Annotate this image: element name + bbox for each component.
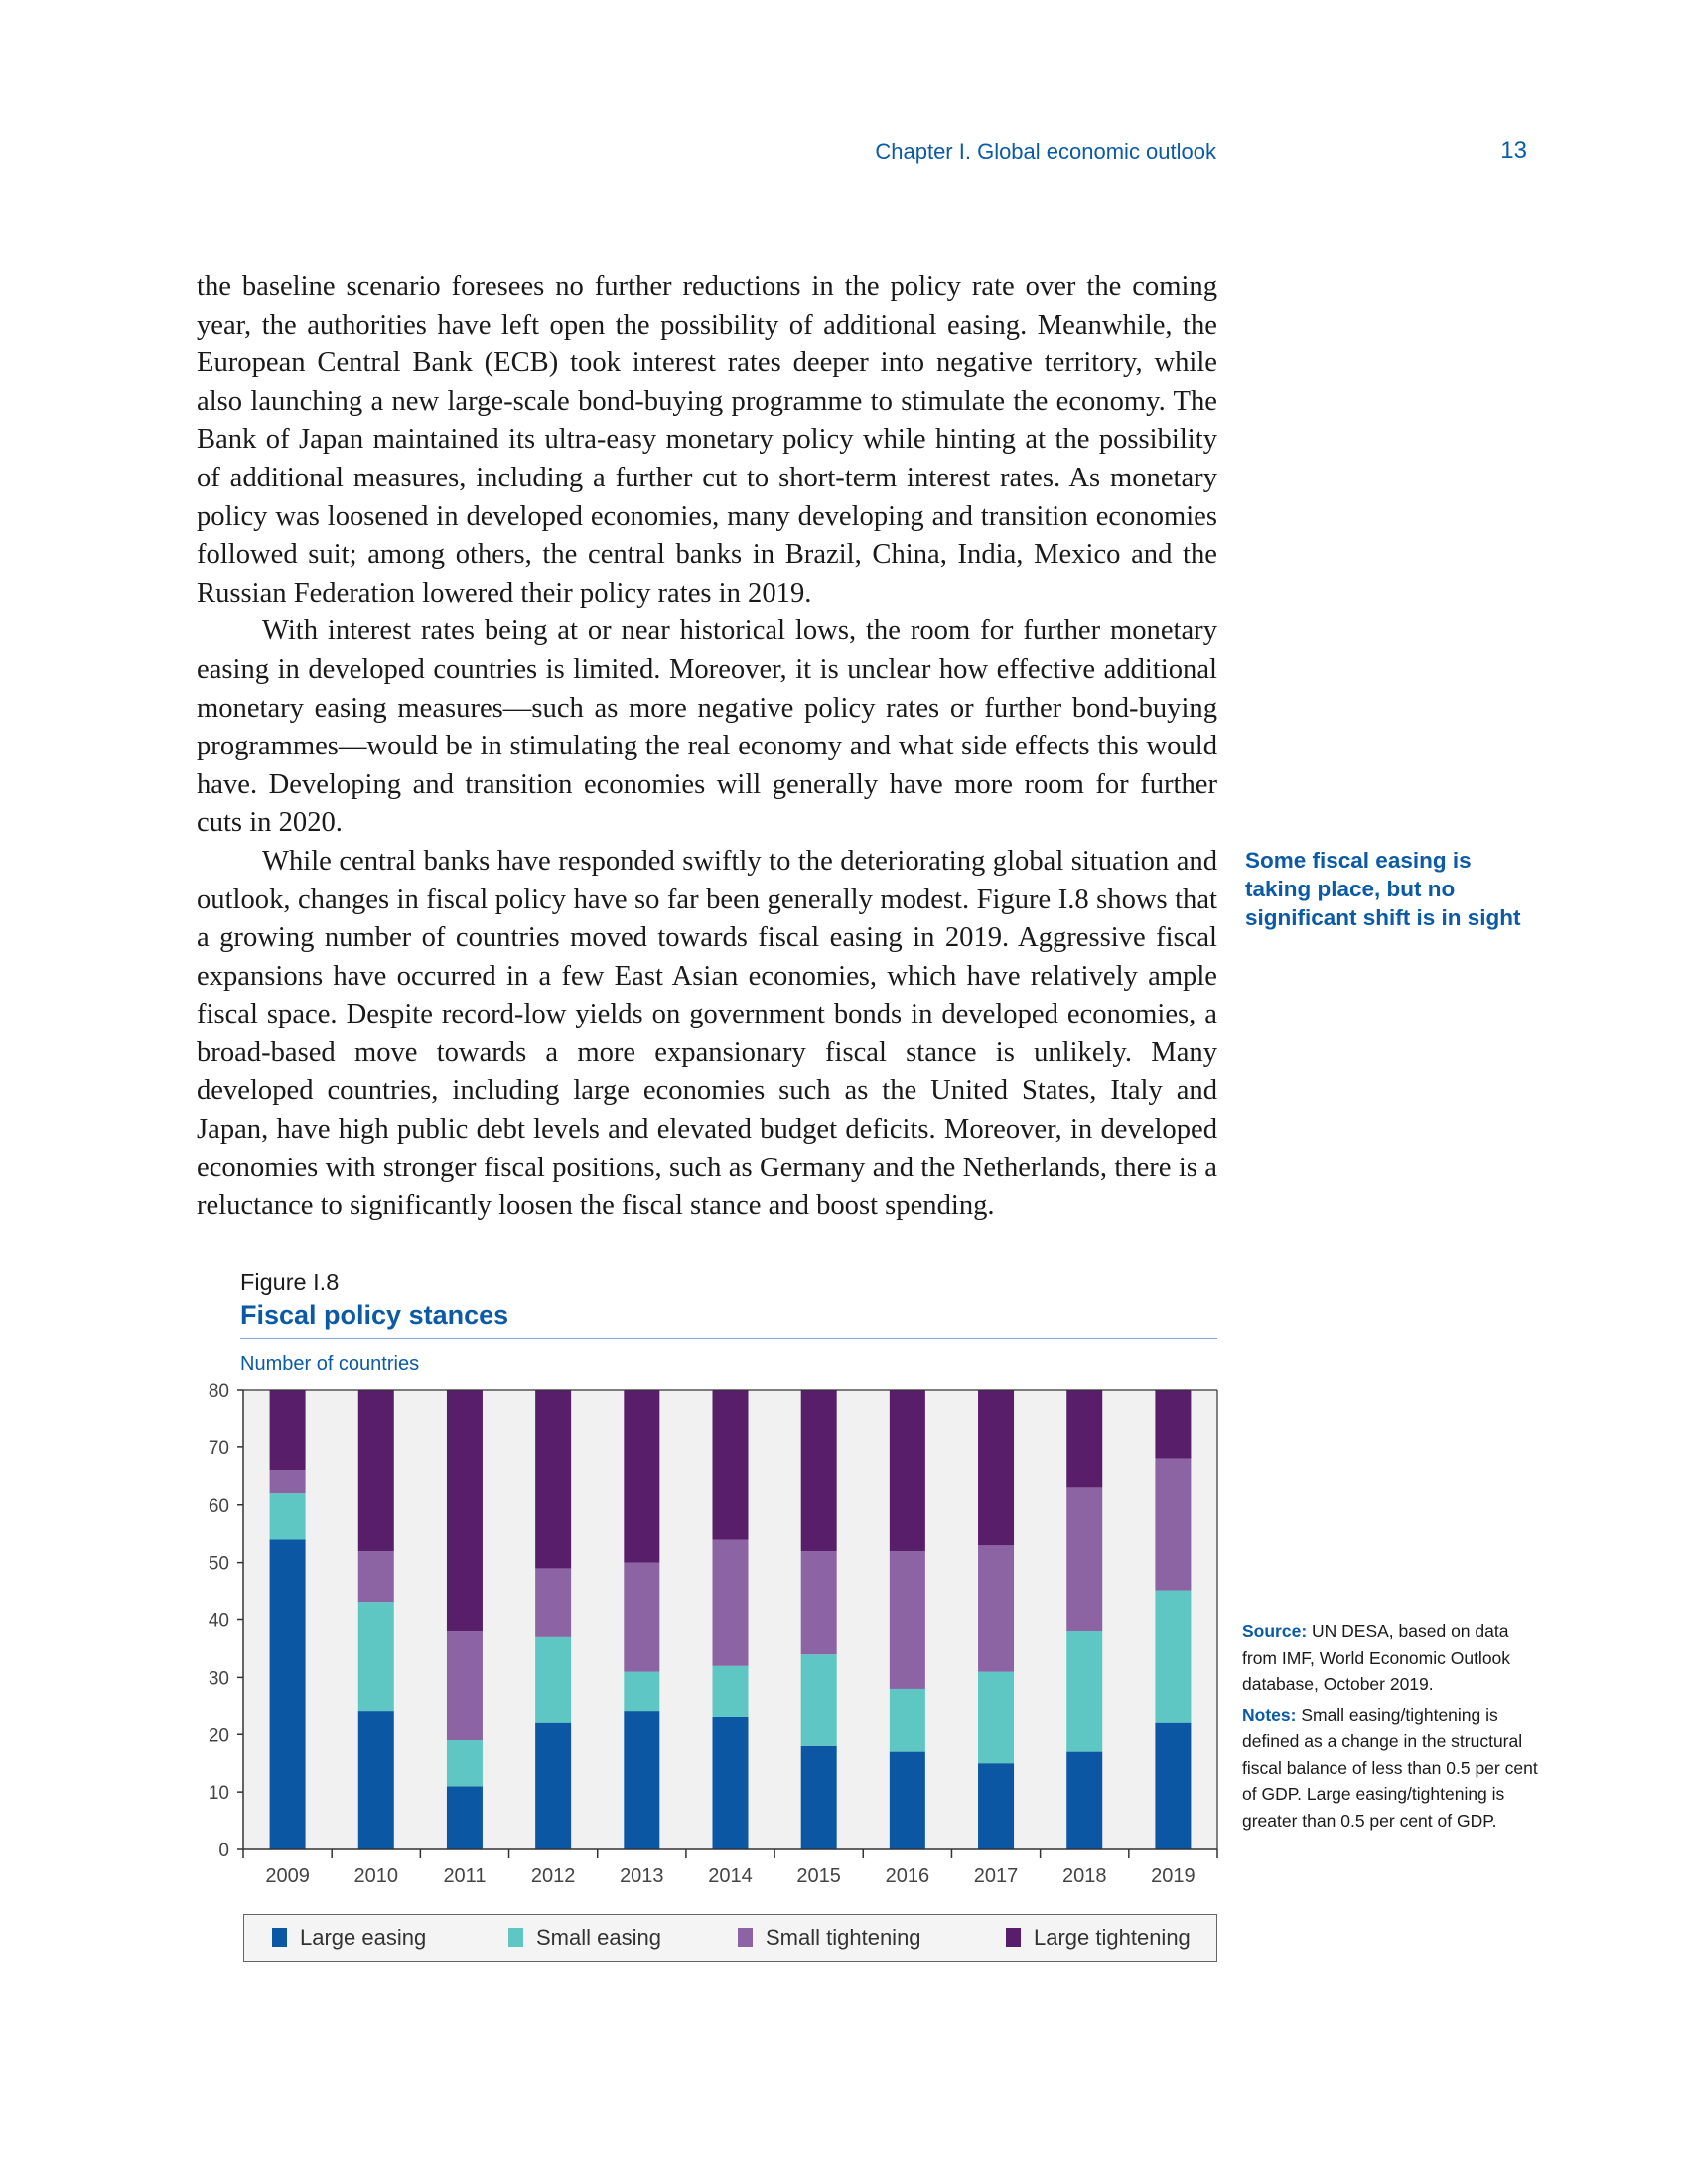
bar-segment-small-tightening bbox=[1155, 1458, 1191, 1590]
bar-segment-small-tightening bbox=[447, 1631, 483, 1740]
page-number: 13 bbox=[1500, 137, 1527, 164]
bar-segment-large-tightening bbox=[890, 1390, 925, 1551]
source-note bbox=[1242, 1618, 1545, 1698]
bar-segment-large-easing bbox=[890, 1752, 925, 1849]
paragraph: While central banks have responded swiftly to the deteriorating global situation and outlook, changes in fiscal policy have so far been generally modest. Figure I.8 shows that a growing number of countries moved towards fiscal easing in 2019. Aggressive fiscal expansions have occurred in a few East Asian economies, which have relatively ample fiscal space. Despite record-low yields on government bonds in developed economies, a broad-based move towards a more expansionary fiscal stance is unlikely. Many developed countries, including large economies such as the United States, Italy and Japan, have high public debt levels and elevated budget deficits. Moreover, in developed economies with stronger fiscal positions, such as Germany and the Netherlands, there is a reluctance to significantly loosen the fiscal stance and boost spending. bbox=[197, 845, 1217, 1222]
bar-segment-large-easing bbox=[535, 1723, 571, 1849]
figure-label: Figure I.8 bbox=[240, 1269, 340, 1295]
bar-segment-small-tightening bbox=[978, 1545, 1014, 1671]
bar-segment-large-easing bbox=[1066, 1752, 1102, 1849]
y-tick-label: 80 bbox=[208, 1381, 229, 1402]
x-tick-label: 2015 bbox=[796, 1865, 841, 1887]
bar-segment-small-easing bbox=[270, 1493, 306, 1539]
y-tick-label: 70 bbox=[208, 1437, 229, 1459]
y-tick-label: 30 bbox=[208, 1668, 229, 1690]
y-tick-label: 0 bbox=[218, 1841, 229, 1861]
y-tick-label: 50 bbox=[208, 1553, 229, 1574]
bar-segment-large-easing bbox=[978, 1763, 1014, 1849]
bar-segment-small-tightening bbox=[1066, 1487, 1102, 1631]
margin-note: Some fiscal easing is taking place, but no significant shift is in sight bbox=[1245, 848, 1521, 930]
bar-segment-small-tightening bbox=[270, 1470, 306, 1493]
bar-segment-small-tightening bbox=[624, 1563, 659, 1672]
bar-segment-large-tightening bbox=[624, 1390, 659, 1563]
x-tick-label: 2016 bbox=[885, 1865, 930, 1887]
bar-segment-small-easing bbox=[801, 1654, 837, 1746]
y-tick-label: 40 bbox=[208, 1610, 229, 1632]
bar-segment-large-easing bbox=[1155, 1723, 1191, 1849]
bar-segment-small-tightening bbox=[801, 1551, 837, 1654]
bar-segment-large-tightening bbox=[801, 1390, 837, 1551]
notes-note bbox=[1242, 1703, 1545, 1835]
bar-segment-large-easing bbox=[358, 1711, 394, 1849]
running-head: Chapter I. Global economic outlook bbox=[875, 139, 1216, 164]
bar-segment-large-tightening bbox=[978, 1390, 1014, 1545]
y-tick-label: 20 bbox=[208, 1725, 229, 1747]
x-tick-label: 2014 bbox=[708, 1865, 753, 1887]
x-tick-label: 2010 bbox=[353, 1865, 399, 1887]
x-tick-label: 2011 bbox=[443, 1865, 487, 1887]
paragraph: the baseline scenario foresees no further reductions in the policy rate over the coming year, the authorities have left open the possibility of additional easing. Meanwhile, the European Central Bank (ECB) took interest rates deeper into negative territory, while also launching a new large-scale bond-buying programme to stimulate the economy. The Bank of Japan maintained its ultra-easy monetary policy while hinting at the possibility of additional measures, including a further cut to short-term interest rates. As monetary policy was loosened in developed economies, many developing and transition economies followed suit; among others, the central banks in Brazil, China, India, Mexico and the Russian Federation lowered their policy rates in 2019. bbox=[197, 271, 1217, 609]
legend-label: Large easing bbox=[300, 1925, 427, 1950]
bar-segment-small-easing bbox=[447, 1740, 483, 1786]
bar-segment-small-tightening bbox=[358, 1551, 394, 1602]
source-text: UN DESA, based on data from IMF, World Economic Outlook database, October 2019. bbox=[1242, 1621, 1511, 1694]
x-tick-label: 2018 bbox=[1061, 1865, 1107, 1887]
y-tick-label: 10 bbox=[208, 1783, 229, 1805]
paragraph: With interest rates being at or near historical lows, the room for further monetary easing in developed countries is limited. Moreover, it is unclear how effective additional monetary easing measures—such as more negative policy rates or further bond-buying programmes—would be in stimulating the real economy and what side effects this would have. Developing and transition economies will generally have more room for further cuts in 2020. bbox=[197, 615, 1217, 839]
bar-segment-small-easing bbox=[624, 1672, 659, 1712]
bar-segment-large-easing bbox=[270, 1539, 306, 1849]
x-tick-label: 2019 bbox=[1151, 1865, 1196, 1887]
x-tick-label: 2012 bbox=[530, 1865, 576, 1887]
bar-segment-large-easing bbox=[713, 1717, 749, 1849]
bar-segment-large-tightening bbox=[1066, 1390, 1102, 1487]
x-tick-label: 2013 bbox=[620, 1865, 664, 1887]
bar-segment-small-easing bbox=[535, 1637, 571, 1723]
legend-swatch bbox=[1006, 1928, 1021, 1947]
bar-segment-large-easing bbox=[801, 1746, 837, 1849]
legend-item-large-tightening bbox=[1006, 1925, 1191, 1951]
bar-segment-small-easing bbox=[713, 1666, 749, 1717]
legend-swatch bbox=[508, 1928, 523, 1947]
bar-segment-large-tightening bbox=[1155, 1390, 1191, 1458]
bar-segment-large-tightening bbox=[713, 1390, 749, 1539]
legend-swatch bbox=[738, 1928, 753, 1947]
figure-notes bbox=[1242, 1618, 1545, 1839]
bar-segment-small-tightening bbox=[890, 1551, 925, 1689]
bar-segment-small-easing bbox=[890, 1689, 925, 1752]
y-tick-label: 60 bbox=[208, 1495, 229, 1517]
source-label: Source: bbox=[1242, 1621, 1308, 1641]
bar-segment-large-tightening bbox=[270, 1390, 306, 1470]
legend-item-small-easing bbox=[508, 1925, 661, 1951]
bar-segment-large-easing bbox=[624, 1711, 659, 1849]
legend-swatch bbox=[272, 1928, 287, 1947]
legend-label: Large tightening bbox=[1034, 1925, 1191, 1950]
bar-segment-small-easing bbox=[978, 1672, 1014, 1764]
legend-item-small-tightening bbox=[738, 1925, 921, 1951]
notes-label: Notes: bbox=[1242, 1705, 1297, 1725]
bar-segment-small-easing bbox=[1066, 1631, 1102, 1752]
bar-segment-small-tightening bbox=[713, 1539, 749, 1665]
notes-text: Small easing/tightening is defined as a change in the structural fiscal balance of less than 0.5 per cent of GDP. Large easing/tightening is greater than 0.5 per cent of GDP. bbox=[1242, 1705, 1538, 1831]
x-tick-label: 2017 bbox=[973, 1865, 1019, 1887]
bar-segment-large-tightening bbox=[447, 1390, 483, 1631]
y-axis-unit-label: Number of countries bbox=[240, 1353, 420, 1375]
bar-segment-small-easing bbox=[358, 1602, 394, 1711]
bar-segment-large-tightening bbox=[535, 1390, 571, 1568]
bar-segment-large-tightening bbox=[358, 1390, 394, 1551]
bar-segment-large-easing bbox=[447, 1786, 483, 1849]
legend-label: Small tightening bbox=[766, 1925, 921, 1950]
chart-legend bbox=[243, 1914, 1217, 1962]
figure-title: Fiscal policy stances bbox=[240, 1300, 509, 1330]
legend-label: Small easing bbox=[536, 1925, 661, 1950]
bar-segment-small-easing bbox=[1155, 1591, 1191, 1723]
x-tick-label: 2009 bbox=[265, 1865, 310, 1887]
legend-item-large-easing bbox=[272, 1925, 426, 1951]
bar-segment-small-tightening bbox=[535, 1568, 571, 1636]
